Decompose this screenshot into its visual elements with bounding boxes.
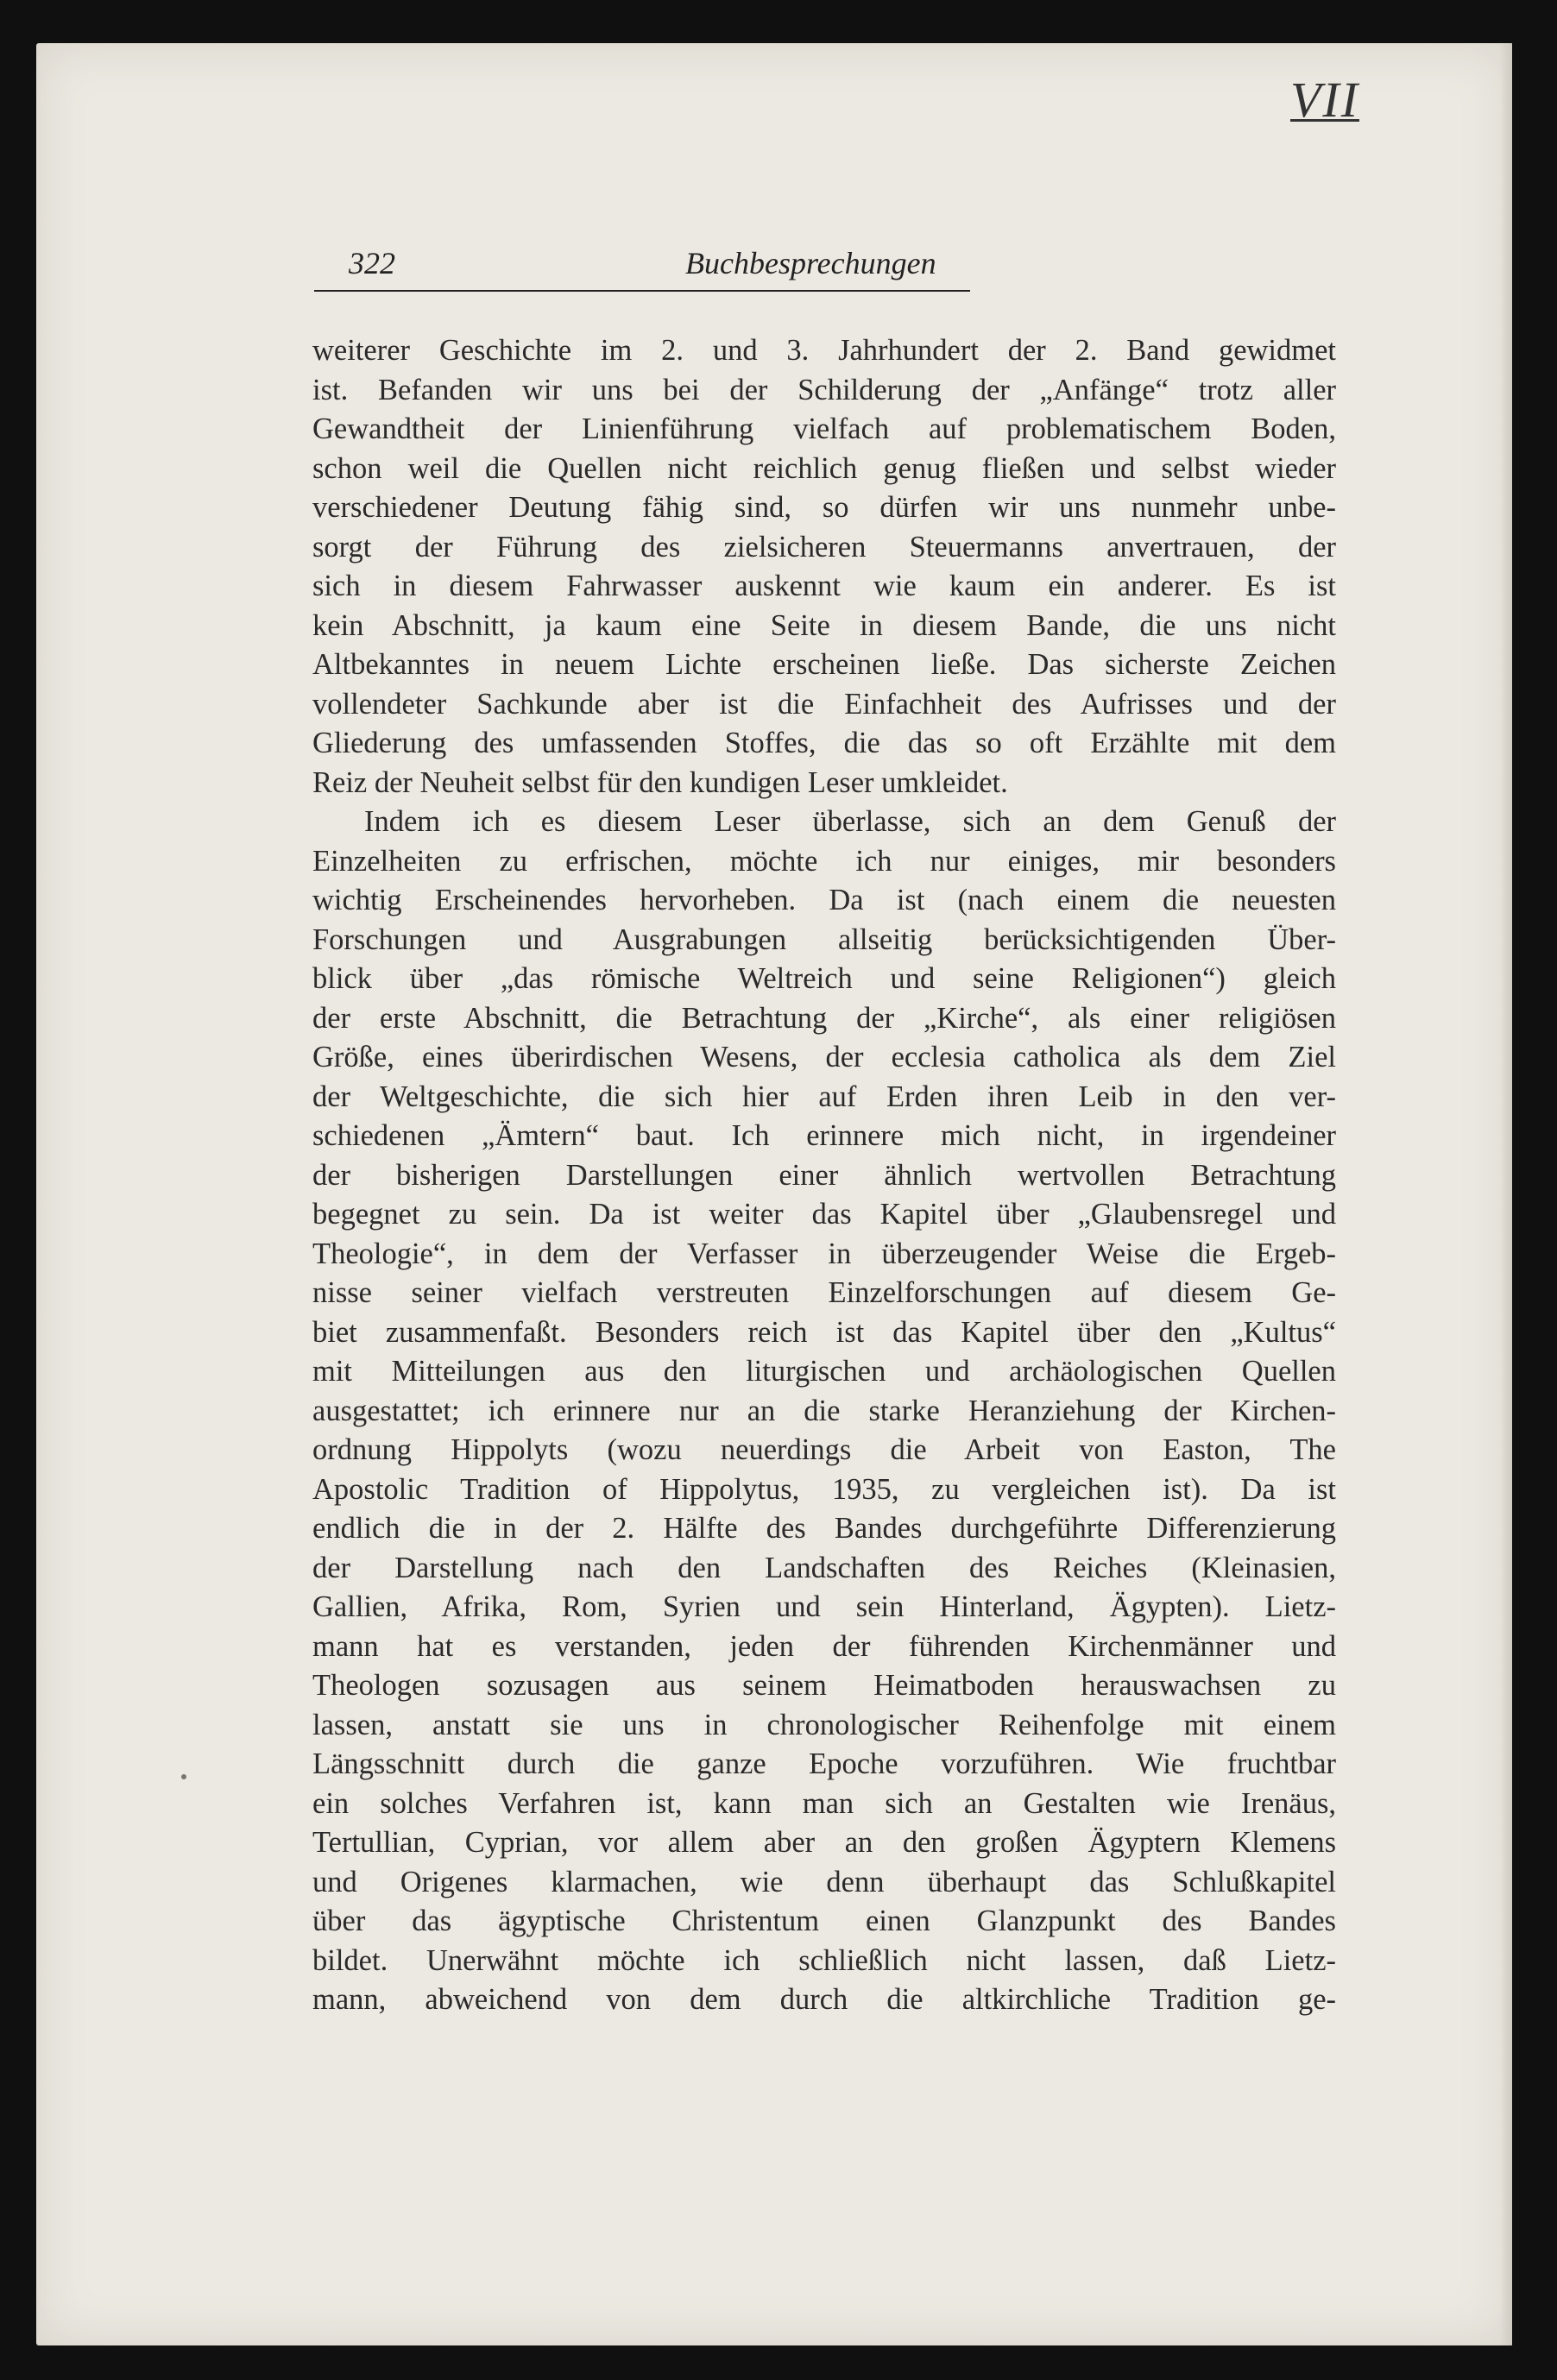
body-text	[312, 331, 1336, 2020]
text-line: begegnet zu sein. Da ist weiter das Kapitel über „Glaubensregel und	[312, 1198, 1336, 1231]
text-line: ordnung Hippolyts (wozu neuerdings die Arbeit von Easton, The	[312, 1433, 1336, 1466]
text-line: ausgestattet; ich erinnere nur an die starke Heranziehung der Kirchen-	[312, 1394, 1336, 1427]
text-line: blick über „das römische Weltreich und seine Religionen“) gleich	[312, 962, 1336, 995]
text-line: Indem ich es diesem Leser überlasse, sich an dem Genuß der	[364, 805, 1336, 838]
text-line: kein Abschnitt, ja kaum eine Seite in diesem Bande, die uns nicht	[312, 608, 1336, 642]
text-line: der Weltgeschichte, die sich hier auf Erden ihren Leib in den ver-	[312, 1080, 1336, 1113]
text-line: Apostolic Tradition of Hippolytus, 1935, zu vergleichen ist). Da ist	[312, 1472, 1336, 1506]
text-line: lassen, anstatt sie uns in chronologischer Reihenfolge mit einem	[312, 1708, 1336, 1741]
text-line: verschiedener Deutung fähig sind, so dürfen wir uns nunmehr unbe-	[312, 491, 1336, 524]
text-line: schiedenen „Ämtern“ baut. Ich erinnere mich nicht, in irgendeiner	[312, 1119, 1336, 1152]
text-line: mann, abweichend von dem durch die altkirchliche Tradition ge-	[312, 1983, 1336, 2016]
text-line: und Origenes klarmachen, wie denn überhaupt das Schlußkapitel	[312, 1865, 1336, 1898]
archive-mark-underline	[1290, 119, 1359, 122]
text-line: Gewandtheit der Linienführung vielfach auf problematischem Boden,	[312, 412, 1336, 445]
text-line: Gliederung des umfassenden Stoffes, die das so oft Erzählte mit dem	[312, 727, 1336, 759]
text-line: Einzelheiten zu erfrischen, möchte ich nur einiges, mir besonders	[312, 844, 1336, 878]
text-line: mit Mitteilungen aus den liturgischen und archäologischen Quellen	[312, 1355, 1336, 1388]
text-line: Theologen sozusagen aus seinem Heimatboden herauswachsen zu	[312, 1669, 1336, 1702]
text-line: der bisherigen Darstellungen einer ähnlich wertvollen Betrachtung	[312, 1158, 1336, 1192]
text-line: Reiz der Neuheit selbst für den kundigen Leser umkleidet.	[312, 765, 1008, 799]
text-line: biet zusammenfaßt. Besonders reich ist das Kapitel über den „Kultus“	[312, 1315, 1336, 1349]
text-line: mann hat es verstanden, jeden der führenden Kirchenmänner und	[312, 1629, 1336, 1663]
text-line: nisse seiner vielfach verstreuten Einzelforschungen auf diesem Ge-	[312, 1276, 1336, 1309]
text-line: der Darstellung nach den Landschaften des Reiches (Kleinasien,	[312, 1551, 1336, 1584]
text-line: Größe, eines überirdischen Wesens, der ecclesia catholica als dem Ziel	[312, 1041, 1336, 1074]
paper-speck	[181, 1774, 186, 1779]
text-line: Altbekanntes in neuem Lichte erscheinen ließe. Das sicherste Zeichen	[312, 648, 1336, 681]
text-line: sich in diesem Fahrwasser auskennt wie kaum ein anderer. Es ist	[312, 570, 1336, 602]
text-line: ein solches Verfahren ist, kann man sich an Gestalten wie Irenäus,	[312, 1786, 1336, 1820]
text-line: bildet. Unerwähnt möchte ich schließlich nicht lassen, daß Lietz-	[312, 1943, 1336, 1977]
text-line: über das ägyptische Christentum einen Glanzpunkt des Bandes	[312, 1905, 1336, 1937]
page-edge-shadow	[1500, 43, 1512, 2345]
text-line: Gallien, Afrika, Rom, Syrien und sein Hinterland, Ägypten). Lietz-	[312, 1590, 1336, 1623]
text-line: wichtig Erscheinendes hervorheben. Da ist (nach einem die neuesten	[312, 884, 1336, 916]
text-line: der erste Abschnitt, die Betrachtung der „Kirche“, als einer religiösen	[312, 1001, 1336, 1035]
text-line: Theologie“, in dem der Verfasser in überzeugender Weise die Ergeb-	[312, 1237, 1336, 1270]
archive-mark-text: VII	[1290, 72, 1360, 128]
text-line: Forschungen und Ausgrabungen allseitig berücksichtigenden Über-	[312, 922, 1336, 956]
page-number: 322	[349, 246, 395, 280]
text-line: weiterer Geschichte im 2. und 3. Jahrhundert der 2. Band gewidmet	[312, 334, 1336, 367]
text-line: schon weil die Quellen nicht reichlich genug fließen und selbst wieder	[312, 451, 1336, 485]
text-line: vollendeter Sachkunde aber ist die Einfachheit des Aufrisses und der	[312, 687, 1336, 721]
running-head-title: Buchbesprechungen	[685, 246, 936, 280]
text-line: Tertullian, Cyprian, vor allem aber an den großen Ägyptern Klemens	[312, 1826, 1336, 1859]
text-line: Längsschnitt durch die ganze Epoche vorzuführen. Wie fruchtbar	[312, 1747, 1336, 1780]
text-line: sorgt der Führung des zielsicheren Steuermanns anvertrauen, der	[312, 530, 1336, 564]
archive-mark	[1290, 71, 1359, 129]
text-line: ist. Befanden wir uns bei der Schilderung der „Anfänge“ trotz aller	[312, 373, 1336, 406]
text-line: endlich die in der 2. Hälfte des Bandes durchgeführte Differenzierung	[312, 1512, 1336, 1545]
running-head	[314, 240, 970, 292]
